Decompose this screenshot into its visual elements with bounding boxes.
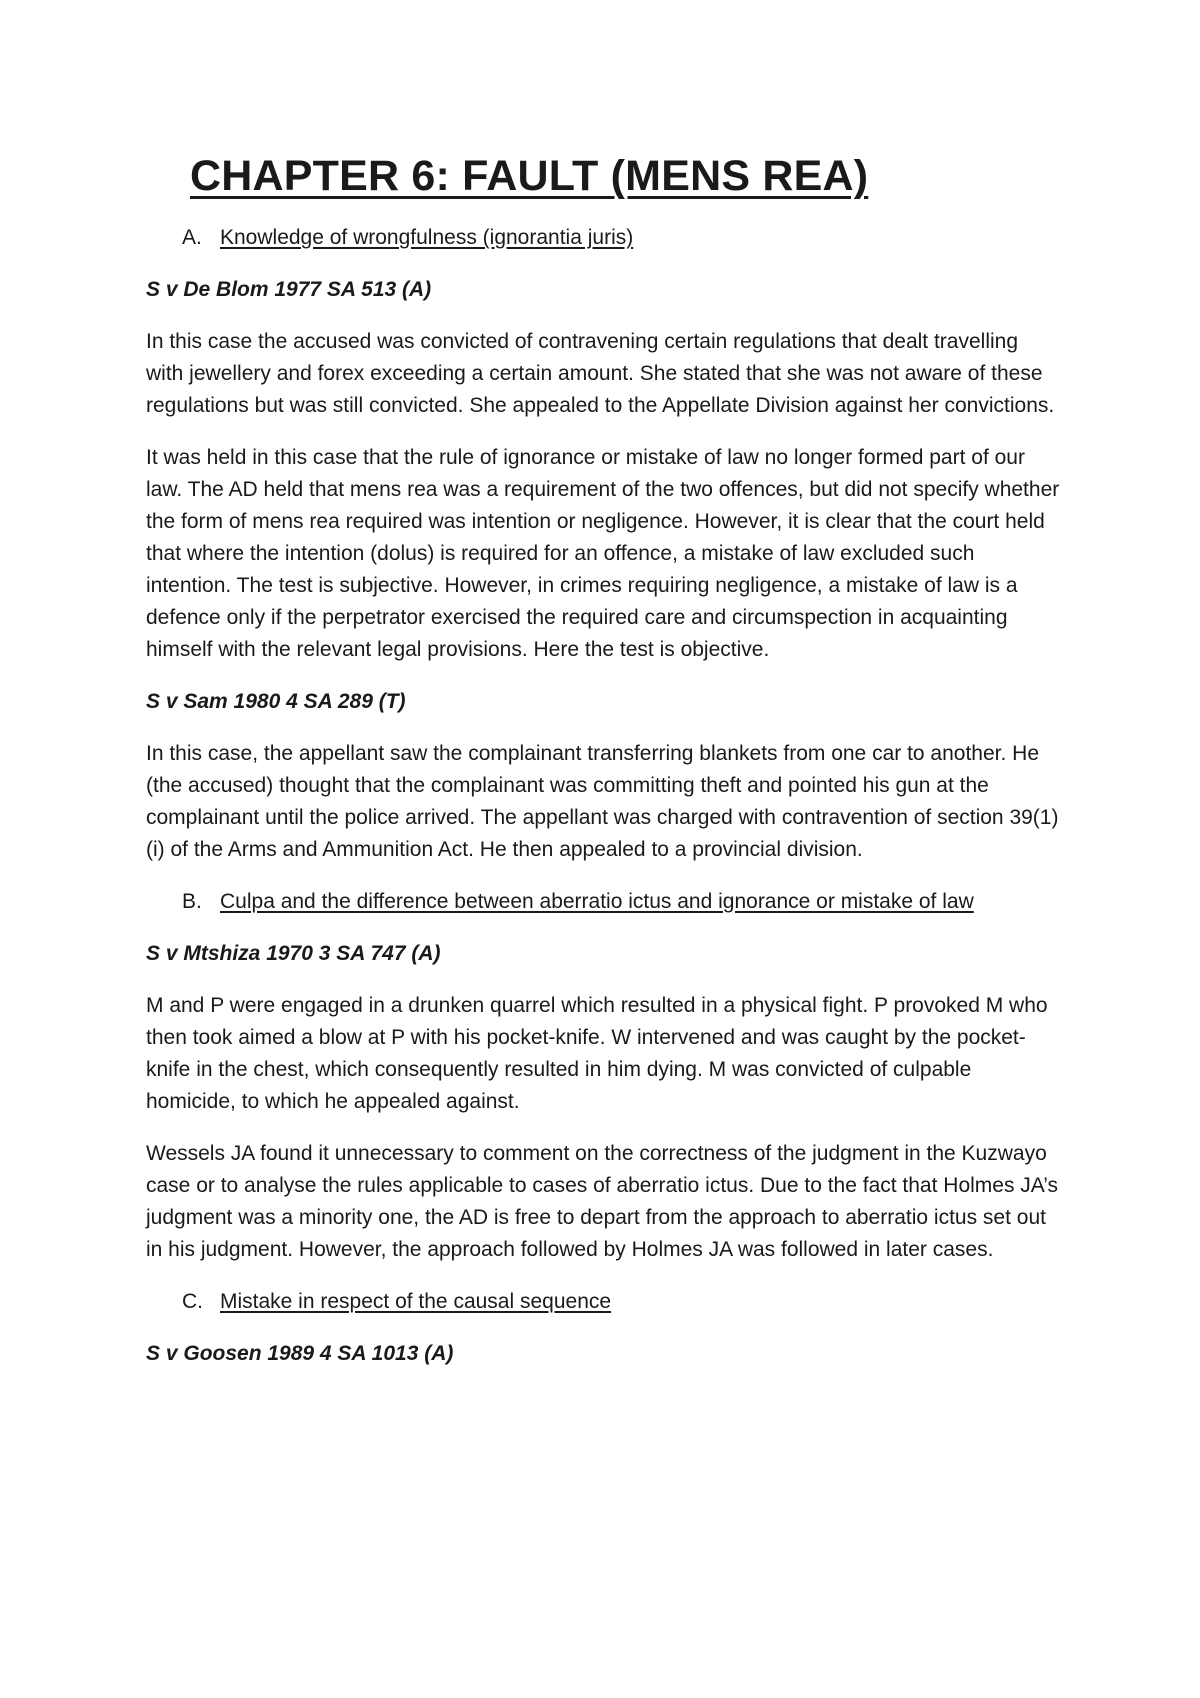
case-de-blom-holding: It was held in this case that the rule of ignorance or mistake of law no longer formed part of our law. The AD held that mens rea was a requirement of the two offences, but did not specify whether the form of mens rea required was intention or negligence. However, it is clear that the court held that where the intention (dolus) is required for an offence, a mistake of law excluded such intention. The test is subjective. However, in crimes requiring negligence, a mistake of law is a defence only if the perpetrator exercised the required care and circumspection in acquainting himself with the relevant legal provisions. Here the test is objective. — [146, 446, 1060, 661]
document-page — [146, 150, 1066, 1390]
section-a-letter: A. — [182, 226, 202, 249]
case-mtshiza-holding: Wessels JA found it unnecessary to comment on the correctness of the judgment in the Kuzwayo case or to analyse the rules applicable to cases of aberratio ictus. Due to the fact that Holmes JA’s judgment was a minority one, the AD is free to depart from the approach to aberratio ictus set out in his judgment. However, the approach followed by Holmes JA was followed in later cases. — [146, 1142, 1059, 1261]
case-mtshiza-facts: M and P were engaged in a drunken quarrel which resulted in a physical fight. P provoked M who then took aimed a blow at P with his pocket-knife. W intervened and was caught by the pocket-knife in the chest, which consequently resulted in him dying. M was convicted of culpable homicide, to which he appealed against. — [146, 994, 1048, 1113]
chapter-title: CHAPTER 6: FAULT (MENS REA) — [190, 152, 869, 200]
section-a-heading — [182, 222, 1066, 254]
case-sam-facts: In this case, the appellant saw the complainant transferring blankets from one car to another. He (the accused) thought that the complainant was committing theft and pointed his gun at the complainant until the police arrived. The appellant was charged with contravention of section 39(1)(i) of the Arms and Ammunition Act. He then appealed to a provincial division. — [146, 742, 1059, 861]
section-c-title: Mistake in respect of the causal sequence — [220, 1290, 612, 1313]
case-citation-mtshiza: S v Mtshiza 1970 3 SA 747 (A) — [146, 942, 441, 965]
section-b-heading — [182, 886, 1066, 918]
case-citation-sam: S v Sam 1980 4 SA 289 (T) — [146, 690, 406, 713]
section-c-heading — [182, 1286, 1066, 1318]
section-a-title: Knowledge of wrongfulness (ignorantia juris) — [220, 226, 634, 249]
section-c-letter: C. — [182, 1290, 203, 1313]
case-citation-goosen: S v Goosen 1989 4 SA 1013 (A) — [146, 1342, 454, 1365]
case-citation-de-blom: S v De Blom 1977 SA 513 (A) — [146, 278, 432, 301]
section-b-letter: B. — [182, 890, 202, 913]
section-b-title: Culpa and the difference between aberratio ictus and ignorance or mistake of law — [220, 890, 974, 913]
case-de-blom-facts: In this case the accused was convicted of contravening certain regulations that dealt travelling with jewellery and forex exceeding a certain amount. She stated that she was not aware of these regulations but was still convicted. She appealed to the Appellate Division against her convictions. — [146, 330, 1055, 417]
